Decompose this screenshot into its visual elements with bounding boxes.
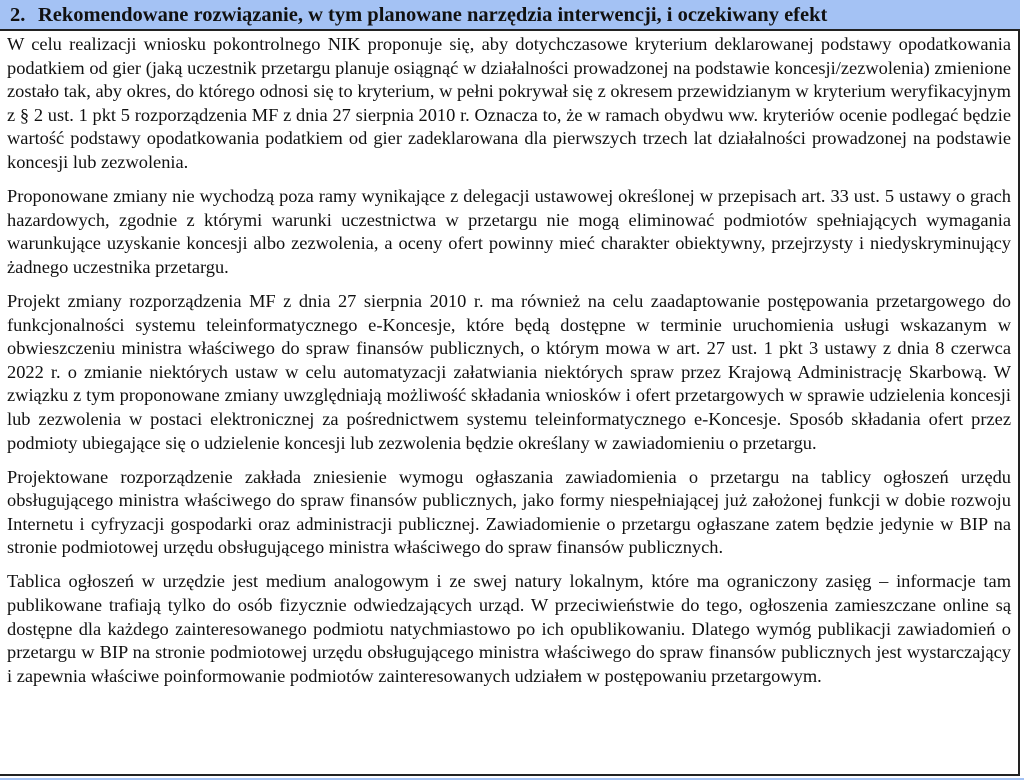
paragraph-4: Projektowane rozporządzenie zakłada zniesienie wymogu ogłaszania zawiadomienia o przetargu na tablicy ogłoszeń urzędu obsługującego ministra właściwego do spraw finansów publicznych, jako formy niespełniającej już założonej funkcji w dobie rozwoju Internetu i cyfryzacji gospodarki oraz administracji publicznej. Zawiadomienie o przetargu ogłaszane zatem będzie jedynie w BIP na stronie podmiotowej urzędu obsługującego ministra właściwego do spraw finansów publicznych. <box>7 466 1011 558</box>
section-body <box>7 33 1011 699</box>
paragraph-5: Tablica ogłoszeń w urzędzie jest medium analogowym i ze swej natury lokalnym, które ma ograniczony zasięg – informacje tam publikowane trafiają tylko do osób fizycznie odwiedzających urząd. W przeciwieństwie do tego, ogłoszenia zamieszczane online są dostępne dla każdego zainteresowanego podmiotu natychmiastowo po ich opublikowaniu. Dlatego wymóg publikacji zawiadomień o przetargu w BIP na stronie podmiotowej urzędu obsługującego ministra właściwego do spraw finansów publicznych jest wystarczający i zapewnia właściwe poinformowanie podmiotów zainteresowanych udziałem w postępowaniu przetargowym. <box>7 571 1011 686</box>
section-title: Rekomendowane rozwiązanie, w tym planowane narzędzia interwencji, i oczekiwany efekt <box>38 4 828 26</box>
paragraph-3: Projekt zmiany rozporządzenia MF z dnia 27 sierpnia 2010 r. ma również na celu zaadaptowanie postępowania przetargowego do funkcjonalności systemu teleinformatycznego e-Koncesje, które będą dostępne w terminie uruchomienia usługi wskazanym w obwieszczeniu ministra właściwego do spraw finansów publicznych, o którym mowa w art. 27 ust. 1 pkt 3 ustawy z dnia 8 czerwca 2022 r. o zmianie niektórych ustaw w celu automatyzacji załatwiania niektórych spraw przez Krajową Administrację Skarbową. W związku z tym proponowane zmiany uwzględniają możliwość składania wniosków i ofert przetargowych w sprawie udzielenia koncesji lub zezwolenia w postaci elektronicznej za pośrednictwem systemu teleinformatycznego e-Koncesje. Sposób składania ofert przez podmioty ubiegające się o udzielenie koncesji lub zezwolenia będzie określany w zawiadomieniu o przetargu. <box>7 290 1011 453</box>
section-number: 2. <box>10 4 26 26</box>
section-header <box>0 0 1020 31</box>
paragraph-2: Proponowane zmiany nie wychodzą poza ramy wynikające z delegacji ustawowej określonej w przepisach art. 33 ust. 5 ustawy o grach hazardowych, zgodnie z którymi warunki uczestnictwa w przetargu nie mogą eliminować podmiotów spełniających wymagania warunkujące uzyskanie koncesji albo zezwolenia, a oceny ofert powinny mieć charakter obiektywny, przejrzysty i niedyskryminujący żadnego uczestnika przetargu. <box>7 186 1011 277</box>
paragraph-1: W celu realizacji wniosku pokontrolnego NIK proponuje się, aby dotychczasowe kryterium deklarowanej podstawy opodatkowania podatkiem od gier (jaką uczestnik przetargu planuje osiągnąć w działalności prowadzonej na podstawie koncesji/zezwolenia) zmienione zostało tak, aby okres, do którego odnosi się to kryterium, w pełni pokrywał się z okresem przewidzianym w kryterium weryfikacyjnym z § 2 ust. 1 pkt 5 rozporządzenia MF z dnia 27 sierpnia 2010 r. Oznacza to, że w ramach obydwu ww. kryteriów ocenie podlegać będzie wartość podstawy opodatkowania podatkiem od gier zadeklarowana dla pierwszych trzech lat działalności prowadzonej na podstawie koncesji lub zezwolenia. <box>7 34 1011 172</box>
